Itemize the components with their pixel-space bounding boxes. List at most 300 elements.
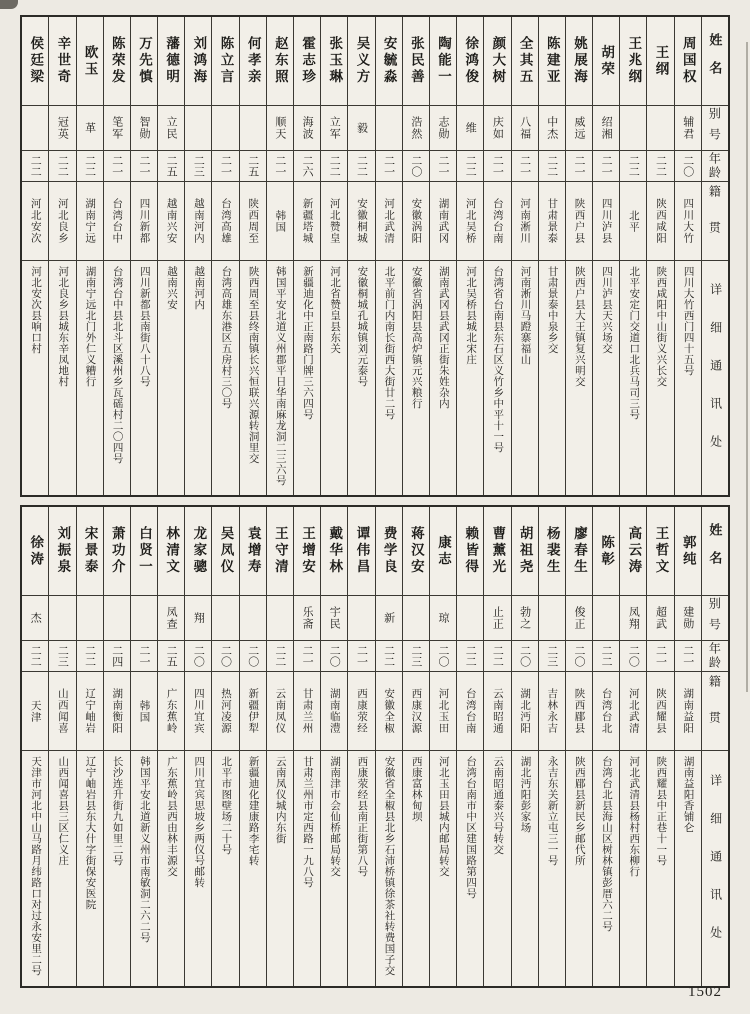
entry-alias: 俊正 <box>566 596 592 641</box>
entry-address: 新疆迪化中正南路门牌三六四号 <box>301 266 313 420</box>
entry-alias <box>457 596 483 641</box>
entry-name: 高云涛 <box>620 507 646 596</box>
entry-column <box>646 507 673 986</box>
entry-age: 二一 <box>647 641 673 672</box>
entry-address: 陕西郿县新民乡邮代所 <box>573 756 585 866</box>
entry-origin: 新疆塔城 <box>294 182 320 261</box>
entry-origin: 湖南临澧 <box>321 672 347 751</box>
entry-alias: 顺天 <box>267 106 293 151</box>
entry-alias: 庆如 <box>484 106 510 151</box>
entry-age: 二三 <box>403 641 429 672</box>
entry-address: 陕西耀县中正巷十一号 <box>655 756 667 866</box>
entry-alias: 乐斋 <box>294 596 320 641</box>
entry-address: 台湾高雄东港区五房村三〇号 <box>220 266 232 409</box>
entry-name: 藩德明 <box>158 17 184 106</box>
entry-origin: 台湾台北 <box>593 672 619 751</box>
entry-origin: 吉林永吉 <box>539 672 565 751</box>
entry-alias: 威远 <box>566 106 592 151</box>
entry-age: 二五 <box>240 151 266 182</box>
entry-address: 台湾省台南县东石区义竹乡中平十一号 <box>492 266 504 453</box>
entry-age: 二一 <box>131 151 157 182</box>
entry-origin: 辽宁岫岩 <box>77 672 103 751</box>
entry-age: 二〇 <box>620 641 646 672</box>
entry-address: 陕西咸阳中山街义兴长交 <box>655 266 667 387</box>
entry-age: 二〇 <box>512 641 538 672</box>
entry-age: 二一 <box>294 641 320 672</box>
entry-alias: 辅君 <box>675 106 701 151</box>
entry-name: 赵东照 <box>267 17 293 106</box>
entry-name: 陶能一 <box>430 17 456 106</box>
entry-address: 陕西户县大王镇复兴明交 <box>573 266 585 387</box>
entry-age: 二一 <box>484 151 510 182</box>
entry-address: 长沙连升街九如里二号 <box>111 756 123 866</box>
entry-name: 廖春生 <box>566 507 592 596</box>
entry-age: 二二 <box>484 641 510 672</box>
entry-column <box>538 17 565 495</box>
entry-address: 台湾台南市中区建国路第四号 <box>465 756 477 899</box>
entry-name: 王哲文 <box>647 507 673 596</box>
entry-alias <box>647 106 673 151</box>
entry-name: 何孝亲 <box>240 17 266 106</box>
entry-column <box>211 507 238 986</box>
entry-age: 二二 <box>620 151 646 182</box>
entry-alias: 建勋 <box>675 596 701 641</box>
entry-alias: 立军 <box>321 106 347 151</box>
entry-alias <box>212 106 238 151</box>
page-number: 1502 <box>688 984 722 1000</box>
entry-column <box>592 507 619 986</box>
entry-address: 越南兴安 <box>166 266 178 310</box>
entry-address: 西康富林甸坝 <box>410 756 422 822</box>
entry-column <box>375 507 402 986</box>
entry-alias: 立民 <box>158 106 184 151</box>
entry-name: 戴华林 <box>321 507 347 596</box>
entry-origin: 陕西郿县 <box>566 672 592 751</box>
entry-column <box>211 17 238 495</box>
entry-origin: 天津 <box>22 672 48 751</box>
entry-origin: 越南兴安 <box>158 182 184 261</box>
entry-alias: 革 <box>77 106 103 151</box>
entry-origin: 陕西周至 <box>240 182 266 261</box>
entry-column <box>157 17 184 495</box>
entry-address: 辽宁岫岩县东大什字街保安医院 <box>84 756 96 910</box>
entry-origin: 河北赞皇 <box>321 182 347 261</box>
entry-alias <box>403 596 429 641</box>
entry-column <box>293 17 320 495</box>
directory-table-bottom <box>20 505 730 988</box>
entry-age: 二〇 <box>566 641 592 672</box>
entry-age: 二二 <box>49 151 75 182</box>
entry-name: 周国权 <box>675 17 701 106</box>
entry-alias <box>131 596 157 641</box>
entry-column <box>402 17 429 495</box>
scan-artifact-right-edge <box>746 42 748 692</box>
entry-column <box>456 17 483 495</box>
entry-address: 河北良乡县城东辛凤地村 <box>57 266 69 387</box>
entry-name: 白贤一 <box>131 507 157 596</box>
entry-alias: 笔军 <box>104 106 130 151</box>
column-header-age: 年龄 <box>702 151 728 182</box>
entry-column <box>565 507 592 986</box>
entry-origin: 安徽涡阳 <box>403 182 429 261</box>
entry-name: 刘振泉 <box>49 507 75 596</box>
entry-age: 二一 <box>212 151 238 182</box>
entry-column <box>103 17 130 495</box>
entry-name: 张民善 <box>403 17 429 106</box>
entry-age: 二二 <box>22 641 48 672</box>
entry-name: 霍志珍 <box>294 17 320 106</box>
entry-age: 二一 <box>430 151 456 182</box>
entry-age: 二三 <box>49 641 75 672</box>
entry-column <box>674 17 701 495</box>
entry-alias: 宇民 <box>321 596 347 641</box>
entry-address: 安徽桐城孔城镇刘元泰号 <box>356 266 368 387</box>
entry-name: 袁增寿 <box>240 507 266 596</box>
column-header-name: 姓名 <box>702 17 728 106</box>
entry-column <box>429 17 456 495</box>
entry-address: 河南淅川马蹬寨福山 <box>519 266 531 365</box>
entry-alias: 凤翔 <box>620 596 646 641</box>
entry-address: 云南凤仪城内东街 <box>274 756 286 844</box>
entry-name: 龙家骢 <box>185 507 211 596</box>
entry-name: 陈荣发 <box>104 17 130 106</box>
entry-alias: 志勋 <box>430 106 456 151</box>
entry-address: 安徽省涡阳县高炉镇元兴粮行 <box>410 266 422 409</box>
entry-name: 张玉琳 <box>321 17 347 106</box>
column-header-origin: 籍贯 <box>702 672 728 751</box>
entry-alias: 止正 <box>484 596 510 641</box>
entry-origin: 河南淅川 <box>512 182 538 261</box>
entry-age: 二五 <box>158 641 184 672</box>
entry-age: 二二 <box>647 151 673 182</box>
column-header-address: 详细通讯处 <box>708 283 723 473</box>
entry-origin: 湖南益阳 <box>675 672 701 751</box>
entry-name: 王纲 <box>647 17 673 106</box>
entry-address: 河北安次县响口村 <box>30 266 42 354</box>
entry-origin: 河北安次 <box>22 182 48 261</box>
entry-name: 陈建亚 <box>539 17 565 106</box>
entry-address: 北平安定门交道口北兵马司三号 <box>628 266 640 420</box>
entry-alias <box>539 596 565 641</box>
entry-address: 湖南武冈县武冈正街朱姓杂内 <box>437 266 449 409</box>
entry-origin: 台湾台南 <box>457 672 483 751</box>
entry-age: 二一 <box>593 151 619 182</box>
entry-alias: 翔 <box>185 596 211 641</box>
entry-name: 全其五 <box>512 17 538 106</box>
entry-age: 二〇 <box>185 641 211 672</box>
entry-alias: 智勋 <box>131 106 157 151</box>
entry-column <box>76 507 103 986</box>
entry-age: 二二 <box>457 151 483 182</box>
entry-address: 河北武清县杨村西东柳行 <box>628 756 640 877</box>
entry-column <box>402 507 429 986</box>
entry-age: 二三 <box>185 151 211 182</box>
entry-origin: 湖南衡阳 <box>104 672 130 751</box>
entry-name: 吴义方 <box>348 17 374 106</box>
entry-age: 二一 <box>512 151 538 182</box>
entry-alias <box>240 106 266 151</box>
entry-alias <box>49 596 75 641</box>
entry-column <box>293 507 320 986</box>
entry-origin: 新疆伊犁 <box>240 672 266 751</box>
entry-origin: 湖南宁远 <box>77 182 103 261</box>
entry-column <box>48 507 75 986</box>
directory-table-top <box>20 15 730 497</box>
entry-alias: 新 <box>376 596 402 641</box>
entry-name: 萧功介 <box>104 507 130 596</box>
entry-address: 新疆迪化建康路李宅转 <box>247 756 259 866</box>
entry-alias: 凤查 <box>158 596 184 641</box>
entry-alias <box>240 596 266 641</box>
entry-alias: 毅 <box>348 106 374 151</box>
entry-column <box>130 507 157 986</box>
entry-name: 陈彰 <box>593 507 619 596</box>
entry-address: 湖南津市会仙桥邮局转交 <box>329 756 341 877</box>
entry-column <box>266 17 293 495</box>
entry-column <box>619 17 646 495</box>
entry-name: 欧玉 <box>77 17 103 106</box>
entry-address: 北平市图壁场二十号 <box>220 756 232 855</box>
entry-origin: 陕西户县 <box>566 182 592 261</box>
entry-column <box>592 17 619 495</box>
entry-name: 宋景泰 <box>77 507 103 596</box>
entry-address: 陕西周至县终南镇长兴恒联兴源转洞里交 <box>247 266 259 464</box>
entry-name: 胡荣 <box>593 17 619 106</box>
entry-origin: 安徽全椒 <box>376 672 402 751</box>
entry-column <box>646 17 673 495</box>
entry-name: 杨裴生 <box>539 507 565 596</box>
entry-column <box>511 17 538 495</box>
entry-name: 郭纯 <box>675 507 701 596</box>
entry-name: 万先慎 <box>131 17 157 106</box>
entry-alias <box>212 596 238 641</box>
entry-column <box>103 507 130 986</box>
entry-age: 二二 <box>267 641 293 672</box>
entry-name: 林清文 <box>158 507 184 596</box>
entry-origin: 甘肃景泰 <box>539 182 565 261</box>
entry-name: 安毓淼 <box>376 17 402 106</box>
entry-origin: 陕西咸阳 <box>647 182 673 261</box>
entry-age: 二一 <box>267 151 293 182</box>
entry-address: 四川宜宾思坡乡两仪号邮转 <box>193 756 205 888</box>
entry-address: 河北省赞皇县东关 <box>329 266 341 354</box>
entry-column <box>157 507 184 986</box>
entry-origin: 韩国 <box>131 672 157 751</box>
entry-alias: 超武 <box>647 596 673 641</box>
entry-column <box>347 17 374 495</box>
entry-origin: 河北武清 <box>620 672 646 751</box>
entry-age: 二四 <box>104 641 130 672</box>
entry-origin: 河北玉田 <box>430 672 456 751</box>
entry-name: 徐鸿俊 <box>457 17 483 106</box>
entry-origin: 甘肃兰州 <box>294 672 320 751</box>
entry-age: 二一 <box>348 641 374 672</box>
entry-address: 天津市河北中山马路月纬路口对过永安里二号 <box>30 756 42 976</box>
entry-origin: 台湾台南 <box>484 182 510 261</box>
entry-origin: 云南凤仪 <box>267 672 293 751</box>
entry-address: 台湾台北县海山区树林镇彭厝六二号 <box>601 756 613 932</box>
entry-column <box>674 507 701 986</box>
entry-name: 徐涛 <box>22 507 48 596</box>
entry-alias <box>22 106 48 151</box>
entry-alias <box>185 106 211 151</box>
entry-address: 四川泸县天兴场交 <box>601 266 613 354</box>
entry-column <box>429 507 456 986</box>
entry-name: 吴凤仪 <box>212 507 238 596</box>
entry-origin: 云南昭通 <box>484 672 510 751</box>
entry-age: 二一 <box>131 641 157 672</box>
entry-column <box>565 17 592 495</box>
entry-alias: 绍湘 <box>593 106 619 151</box>
entry-column <box>511 507 538 986</box>
entry-address: 河北吴桥县城北宋庄 <box>465 266 477 365</box>
entry-name: 赖皆得 <box>457 507 483 596</box>
column-header-name: 姓名 <box>702 507 728 596</box>
entry-age: 二三 <box>539 641 565 672</box>
entry-alias <box>376 106 402 151</box>
entry-alias <box>348 596 374 641</box>
entry-address: 甘肃兰州市定西路一九八号 <box>301 756 313 888</box>
entry-origin: 台湾高雄 <box>212 182 238 261</box>
header-column <box>701 507 728 986</box>
entry-address: 韩国平安北道新义州市南敏洞二六二号 <box>138 756 150 943</box>
entry-column <box>130 17 157 495</box>
entry-address: 安徽省全椒县北乡石沛桥镇徐茶社转费国子交 <box>383 756 395 976</box>
entry-origin: 湖南武冈 <box>430 182 456 261</box>
scan-artifact-top-left <box>0 0 18 9</box>
entry-alias: 杰 <box>22 596 48 641</box>
entry-column <box>184 507 211 986</box>
entry-origin: 西康荥经 <box>348 672 374 751</box>
entry-age: 二〇 <box>403 151 429 182</box>
entry-origin: 北平 <box>620 182 646 261</box>
entry-column <box>483 507 510 986</box>
header-column <box>701 17 728 495</box>
entry-origin: 西康汉源 <box>403 672 429 751</box>
column-header-alias: 别号 <box>702 596 728 641</box>
entry-alias: 维 <box>457 106 483 151</box>
entry-column <box>22 507 48 986</box>
entry-origin: 越南河内 <box>185 182 211 261</box>
entry-name: 陈立言 <box>212 17 238 106</box>
entry-address: 西康荥经县南正街第八号 <box>356 756 368 877</box>
entry-alias: 八福 <box>512 106 538 151</box>
entry-alias <box>77 596 103 641</box>
entry-origin: 四川宜宾 <box>185 672 211 751</box>
entry-origin: 台湾台中 <box>104 182 130 261</box>
entry-address: 湖南益阳香铺仑 <box>682 756 694 833</box>
entry-age: 二二 <box>593 641 619 672</box>
column-header-age: 年龄 <box>702 641 728 672</box>
entry-column <box>320 17 347 495</box>
entry-age: 二二 <box>539 151 565 182</box>
entry-age: 二二 <box>22 151 48 182</box>
entry-name: 蒋汉安 <box>403 507 429 596</box>
entry-name: 王兆纲 <box>620 17 646 106</box>
entry-address: 河北玉田县城内邮局转交 <box>437 756 449 877</box>
entry-name: 颜大树 <box>484 17 510 106</box>
entry-address: 甘肃景泰中泉乡交 <box>546 266 558 354</box>
entry-age: 二五 <box>158 151 184 182</box>
entry-age: 二〇 <box>430 641 456 672</box>
entry-age: 二二 <box>77 641 103 672</box>
column-header-origin: 籍贯 <box>702 182 728 261</box>
entry-alias <box>104 596 130 641</box>
entry-address: 台湾台中县北斗区溪州乡瓦磘村二〇四号 <box>111 266 123 464</box>
entry-origin: 四川新都 <box>131 182 157 261</box>
entry-column <box>347 507 374 986</box>
entry-age: 二一 <box>675 641 701 672</box>
entry-origin: 广东蕉岭 <box>158 672 184 751</box>
entry-name: 曹薰光 <box>484 507 510 596</box>
entry-address: 湖南宁远北门外仁义糟行 <box>84 266 96 387</box>
entry-name: 侯廷梁 <box>22 17 48 106</box>
entry-age: 二一 <box>566 151 592 182</box>
entry-origin: 河北武清 <box>376 182 402 261</box>
entry-column <box>239 17 266 495</box>
entry-origin: 河北吴桥 <box>457 182 483 261</box>
entry-alias <box>620 106 646 151</box>
entry-name: 王守清 <box>267 507 293 596</box>
entry-age: 二六 <box>294 151 320 182</box>
entry-origin: 湖北沔阳 <box>512 672 538 751</box>
entry-address: 越南河内 <box>193 266 205 310</box>
entry-address: 四川大竹西门四十五号 <box>682 266 694 376</box>
entry-age: 二二 <box>321 151 347 182</box>
entry-name: 康志 <box>430 507 456 596</box>
entry-name: 姚展海 <box>566 17 592 106</box>
entry-name: 辛世奇 <box>49 17 75 106</box>
entry-column <box>456 507 483 986</box>
entry-address: 湖北沔阳彭家场 <box>519 756 531 833</box>
entry-address: 四川新都县南街八十八号 <box>138 266 150 387</box>
entry-name: 费学良 <box>376 507 402 596</box>
entry-age: 二〇 <box>212 641 238 672</box>
entry-address: 韩国平安北道义州郡平日华南麻龙洞二三六号 <box>274 266 286 486</box>
entry-column <box>239 507 266 986</box>
entry-column <box>375 17 402 495</box>
column-header-alias: 别号 <box>702 106 728 151</box>
entry-alias: 勃之 <box>512 596 538 641</box>
entry-name: 谭伟昌 <box>348 507 374 596</box>
entry-name: 胡祖尧 <box>512 507 538 596</box>
entry-age: 二〇 <box>240 641 266 672</box>
entry-address: 山西闻喜县三区仁义庄 <box>57 756 69 866</box>
entry-address: 广东蕉岭县西由林丰源交 <box>166 756 178 877</box>
entry-alias <box>593 596 619 641</box>
entry-alias: 浩然 <box>403 106 429 151</box>
entry-age: 二二 <box>376 641 402 672</box>
entry-column <box>22 17 48 495</box>
entry-origin: 韩国 <box>267 182 293 261</box>
entry-age: 二二 <box>457 641 483 672</box>
entry-name: 王增安 <box>294 507 320 596</box>
entry-column <box>48 17 75 495</box>
entry-origin: 陕西耀县 <box>647 672 673 751</box>
entry-column <box>320 507 347 986</box>
entry-address: 永吉东关新立屯三一号 <box>546 756 558 866</box>
entry-column <box>76 17 103 495</box>
entry-age: 二二 <box>77 151 103 182</box>
entry-column <box>483 17 510 495</box>
entry-column <box>184 17 211 495</box>
entry-origin: 山西闻喜 <box>49 672 75 751</box>
entry-alias: 中杰 <box>539 106 565 151</box>
entry-alias: 海波 <box>294 106 320 151</box>
entry-origin: 河北良乡 <box>49 182 75 261</box>
entry-age: 二一 <box>104 151 130 182</box>
entry-alias: 冠英 <box>49 106 75 151</box>
